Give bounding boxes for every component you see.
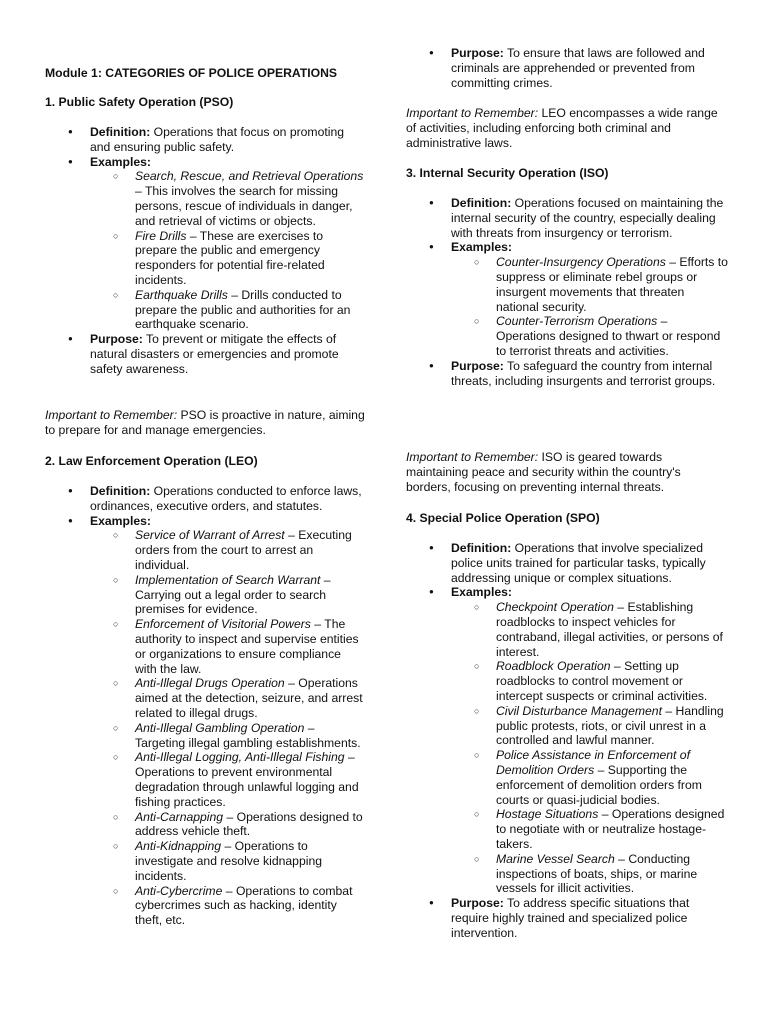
example-desc: Carrying out a legal order to search premises for evidence. — [135, 587, 327, 617]
example-term: Roadblock Operation — [496, 659, 611, 674]
example-term: Civil Disturbance Management — [496, 703, 662, 718]
list-item: ○ Anti-Illegal Logging, Anti-Illegal Fishing – Operations to prevent environmental degradation through unlawful logging and fishing practices. — [90, 750, 365, 809]
example-term: Police Assistance in Enforcement of Demolition Orders — [496, 748, 690, 777]
example-desc: Executing orders from the court to arrest an individual. — [135, 528, 352, 572]
example-term: Hostage Situations — [496, 807, 599, 822]
purpose-text: To ensure that laws are followed and criminals are apprehended or prevented from committing crimes. — [451, 46, 705, 90]
leo-purpose-bullets — [406, 46, 728, 90]
list-item: ○ Hostage Situations – Operations designed to negotiate with or neutralize hostage-takers. — [451, 807, 728, 851]
examples-label: Examples: — [90, 154, 151, 169]
example-term: Counter-Terrorism Operations — [496, 314, 658, 329]
pso-note — [45, 408, 365, 438]
examples-label: Examples: — [451, 240, 512, 255]
definition-label: Definition: — [451, 196, 512, 210]
purpose-label: Purpose: — [90, 332, 143, 347]
note-label: Important to Remember: — [406, 450, 539, 464]
example-term: Checkpoint Operation — [496, 600, 614, 615]
definition-text: Operations conducted to enforce laws, ordinances, executive orders, and statutes. — [90, 484, 362, 513]
list-item: ○ Enforcement of Visitorial Powers – The authority to inspect and supervise entities or organizations to ensure compliance with the law. — [90, 617, 365, 676]
example-desc: Targeting illegal gambling establishments. — [135, 735, 361, 750]
example-term: Service of Warrant of Arrest — [135, 528, 285, 543]
purpose-text: To safeguard the country from internal threats, including insurgents and terrorist groups. — [451, 358, 716, 388]
list-item: ○ Earthquake Drills – Drills conducted to prepare the public and authorities for an earthquake scenario. — [90, 288, 365, 332]
example-term: Fire Drills — [135, 228, 187, 243]
list-item: ○ Counter-Terrorism Operations – Operations designed to thwart or respond to terrorist threats and activities. — [451, 314, 728, 358]
example-desc: Establishing roadblocks to inspect vehicles for contraband, illegal activities, or persons of interest. — [496, 600, 723, 659]
example-desc: Setting up roadblocks to control movement or intercept suspects or criminal activities. — [496, 659, 708, 703]
pso-examples — [45, 155, 365, 333]
example-desc: Handling public protests, riots, or civil unrest in a controlled and lawful manner. — [496, 703, 724, 748]
example-term: Search, Rescue, and Retrieval Operations — [135, 169, 364, 184]
note-label: Important to Remember: — [406, 106, 539, 120]
list-item: ○ Anti-Kidnapping – Operations to investigate and resolve kidnapping incidents. — [90, 839, 365, 883]
example-term: Anti-Cybercrime — [135, 883, 223, 898]
example-desc: The authority to inspect and supervise entities or organizations to ensure compliance with the law. — [135, 617, 359, 676]
example-term: Anti-Illegal Logging, Anti-Illegal Fishing — [135, 750, 345, 765]
note-text: LEO encompasses a wide range of activities, including enforcing both criminal and administrative laws. — [406, 106, 718, 150]
iso-note — [406, 450, 726, 494]
list-item: ○ Anti-Carnapping – Operations designed to address vehicle theft. — [90, 810, 365, 840]
example-desc: Operations designed to thwart or respond to terrorist threats and activities. — [496, 329, 721, 358]
pso-example-list — [90, 169, 365, 332]
example-desc: Efforts to suppress or eliminate rebel groups or insurgent movements that threaten national security. — [496, 255, 728, 314]
spo-purpose — [406, 896, 728, 940]
iso-bullets — [406, 196, 728, 388]
spo-bullets — [406, 541, 728, 941]
leo-example-list — [90, 528, 365, 928]
spo-example-list — [451, 600, 728, 896]
pso-definition — [45, 125, 365, 155]
examples-label: Examples: — [451, 585, 512, 600]
example-term: Implementation of Search Warrant — [135, 572, 321, 587]
list-item: ○ Roadblock Operation – Setting up roadblocks to control movement or intercept suspects or criminal activities. — [451, 659, 728, 703]
leo-definition — [45, 484, 365, 514]
iso-example-list — [451, 255, 728, 359]
section-heading-iso: 3. Internal Security Operation (ISO) — [406, 166, 609, 180]
example-term: Marine Vessel Search — [496, 851, 615, 866]
list-item: ○ Civil Disturbance Management – Handling public protests, riots, or civil unrest in a controlled and lawful manner. — [451, 704, 728, 748]
purpose-label: Purpose: — [451, 896, 504, 911]
leo-purpose — [406, 46, 728, 90]
example-term: Earthquake Drills — [135, 287, 228, 302]
example-desc: Operations designed to negotiate with or neutralize hostage-takers. — [496, 807, 725, 851]
page-title: Module 1: CATEGORIES OF POLICE OPERATIONS — [45, 66, 338, 80]
pso-purpose — [45, 332, 365, 376]
definition-label: Definition: — [451, 541, 512, 555]
spo-definition — [406, 541, 728, 585]
example-term: Enforcement of Visitorial Powers — [135, 617, 311, 632]
purpose-label: Purpose: — [451, 358, 504, 373]
leo-examples — [45, 514, 365, 928]
section-heading-pso: 1. Public Safety Operation (PSO) — [45, 95, 234, 109]
purpose-text: To address specific situations that require highly trained and specialized police intervention. — [451, 896, 690, 940]
pso-bullets — [45, 125, 365, 377]
list-item: ○ Marine Vessel Search – Conducting inspections of boats, ships, or marine vessels for illicit activities. — [451, 852, 728, 896]
example-desc: This involves the search for missing persons, rescue of individuals in danger, and retrieval of victims or objects. — [135, 184, 353, 228]
example-desc: Operations designed to address vehicle theft. — [135, 809, 363, 839]
examples-label: Examples: — [90, 513, 151, 528]
definition-label: Definition: — [90, 125, 151, 139]
example-desc: Supporting the enforcement of demolition orders from courts or quasi-judicial bodies. — [496, 762, 702, 807]
note-text: ISO is geared towards maintaining peace and security within the country's borders, focusing on preventing internal threats. — [406, 450, 681, 494]
list-item: ○ Implementation of Search Warrant – Carrying out a legal order to search premises for evidence. — [90, 573, 365, 617]
example-desc: Operations to investigate and resolve kidnapping incidents. — [135, 839, 323, 883]
list-item: ○ Anti-Illegal Gambling Operation – Targeting illegal gambling establishments. — [90, 721, 365, 751]
purpose-text: To prevent or mitigate the effects of natural disasters or emergencies and promote safety awareness. — [90, 332, 339, 376]
iso-purpose — [406, 359, 728, 389]
definition-text: Operations that focus on promoting and ensuring public safety. — [90, 125, 345, 154]
example-term: Anti-Illegal Drugs Operation — [135, 676, 285, 691]
purpose-label: Purpose: — [451, 46, 504, 60]
list-item: ○ Counter-Insurgency Operations – Efforts to suppress or eliminate rebel groups or insurgent movements that threaten national security. — [451, 255, 728, 314]
list-item: ○ Search, Rescue, and Retrieval Operations – This involves the search for missing persons, rescue of individuals in danger, and retrieval of victims or objects. — [90, 169, 365, 228]
iso-definition — [406, 196, 728, 240]
example-term: Anti-Kidnapping — [135, 839, 222, 854]
example-desc: Drills conducted to prepare the public and authorities for an earthquake scenario. — [135, 287, 351, 332]
example-desc: Operations aimed at the detection, seizure, and arrest related to illegal drugs. — [135, 676, 363, 720]
list-item: ○ Service of Warrant of Arrest – Executing orders from the court to arrest an individual. — [90, 528, 365, 572]
example-term: Counter-Insurgency Operations — [496, 255, 666, 270]
definition-text: Operations that involve specialized police units trained for particular tasks, typically addressing unique or complex situations. — [451, 541, 706, 585]
example-desc: Conducting inspections of boats, ships, or marine vessels for illicit activities. — [496, 851, 698, 896]
example-desc: Operations to combat cybercrimes such as hacking, identity theft, etc. — [135, 883, 353, 928]
example-desc: These are exercises to prepare the public and emergency responders for potential fire-related incidents. — [135, 228, 325, 287]
leo-bullets — [45, 484, 365, 928]
list-item: ○ Checkpoint Operation – Establishing roadblocks to inspect vehicles for contraband, illegal activities, or persons of interest. — [451, 600, 728, 659]
note-text: PSO is proactive in nature, aiming to prepare for and manage emergencies. — [45, 408, 365, 437]
list-item: ○ Police Assistance in Enforcement of Demolition Orders – Supporting the enforcement of demolition orders from courts or quasi-judicial bodies. — [451, 748, 728, 807]
note-label: Important to Remember: — [45, 408, 178, 422]
section-heading-leo: 2. Law Enforcement Operation (LEO) — [45, 454, 258, 468]
example-term: Anti-Illegal Gambling Operation — [135, 720, 305, 735]
example-desc: Operations to prevent environmental degradation through unlawful logging and fishing practices. — [135, 765, 359, 809]
leo-note — [406, 106, 726, 150]
list-item: ○ Fire Drills – These are exercises to prepare the public and emergency responders for potential fire-related incidents. — [90, 229, 365, 288]
definition-text: Operations focused on maintaining the internal security of the country, especially dealing with threats from insurgency or terrorism. — [451, 196, 724, 240]
list-item: ○ Anti-Illegal Drugs Operation – Operations aimed at the detection, seizure, and arrest related to illegal drugs. — [90, 676, 365, 720]
spo-examples — [406, 585, 728, 896]
section-heading-spo: 4. Special Police Operation (SPO) — [406, 511, 600, 525]
definition-label: Definition: — [90, 484, 151, 498]
iso-examples — [406, 240, 728, 358]
example-term: Anti-Carnapping — [135, 809, 224, 824]
list-item: ○ Anti-Cybercrime – Operations to combat cybercrimes such as hacking, identity theft, etc. — [90, 884, 365, 928]
